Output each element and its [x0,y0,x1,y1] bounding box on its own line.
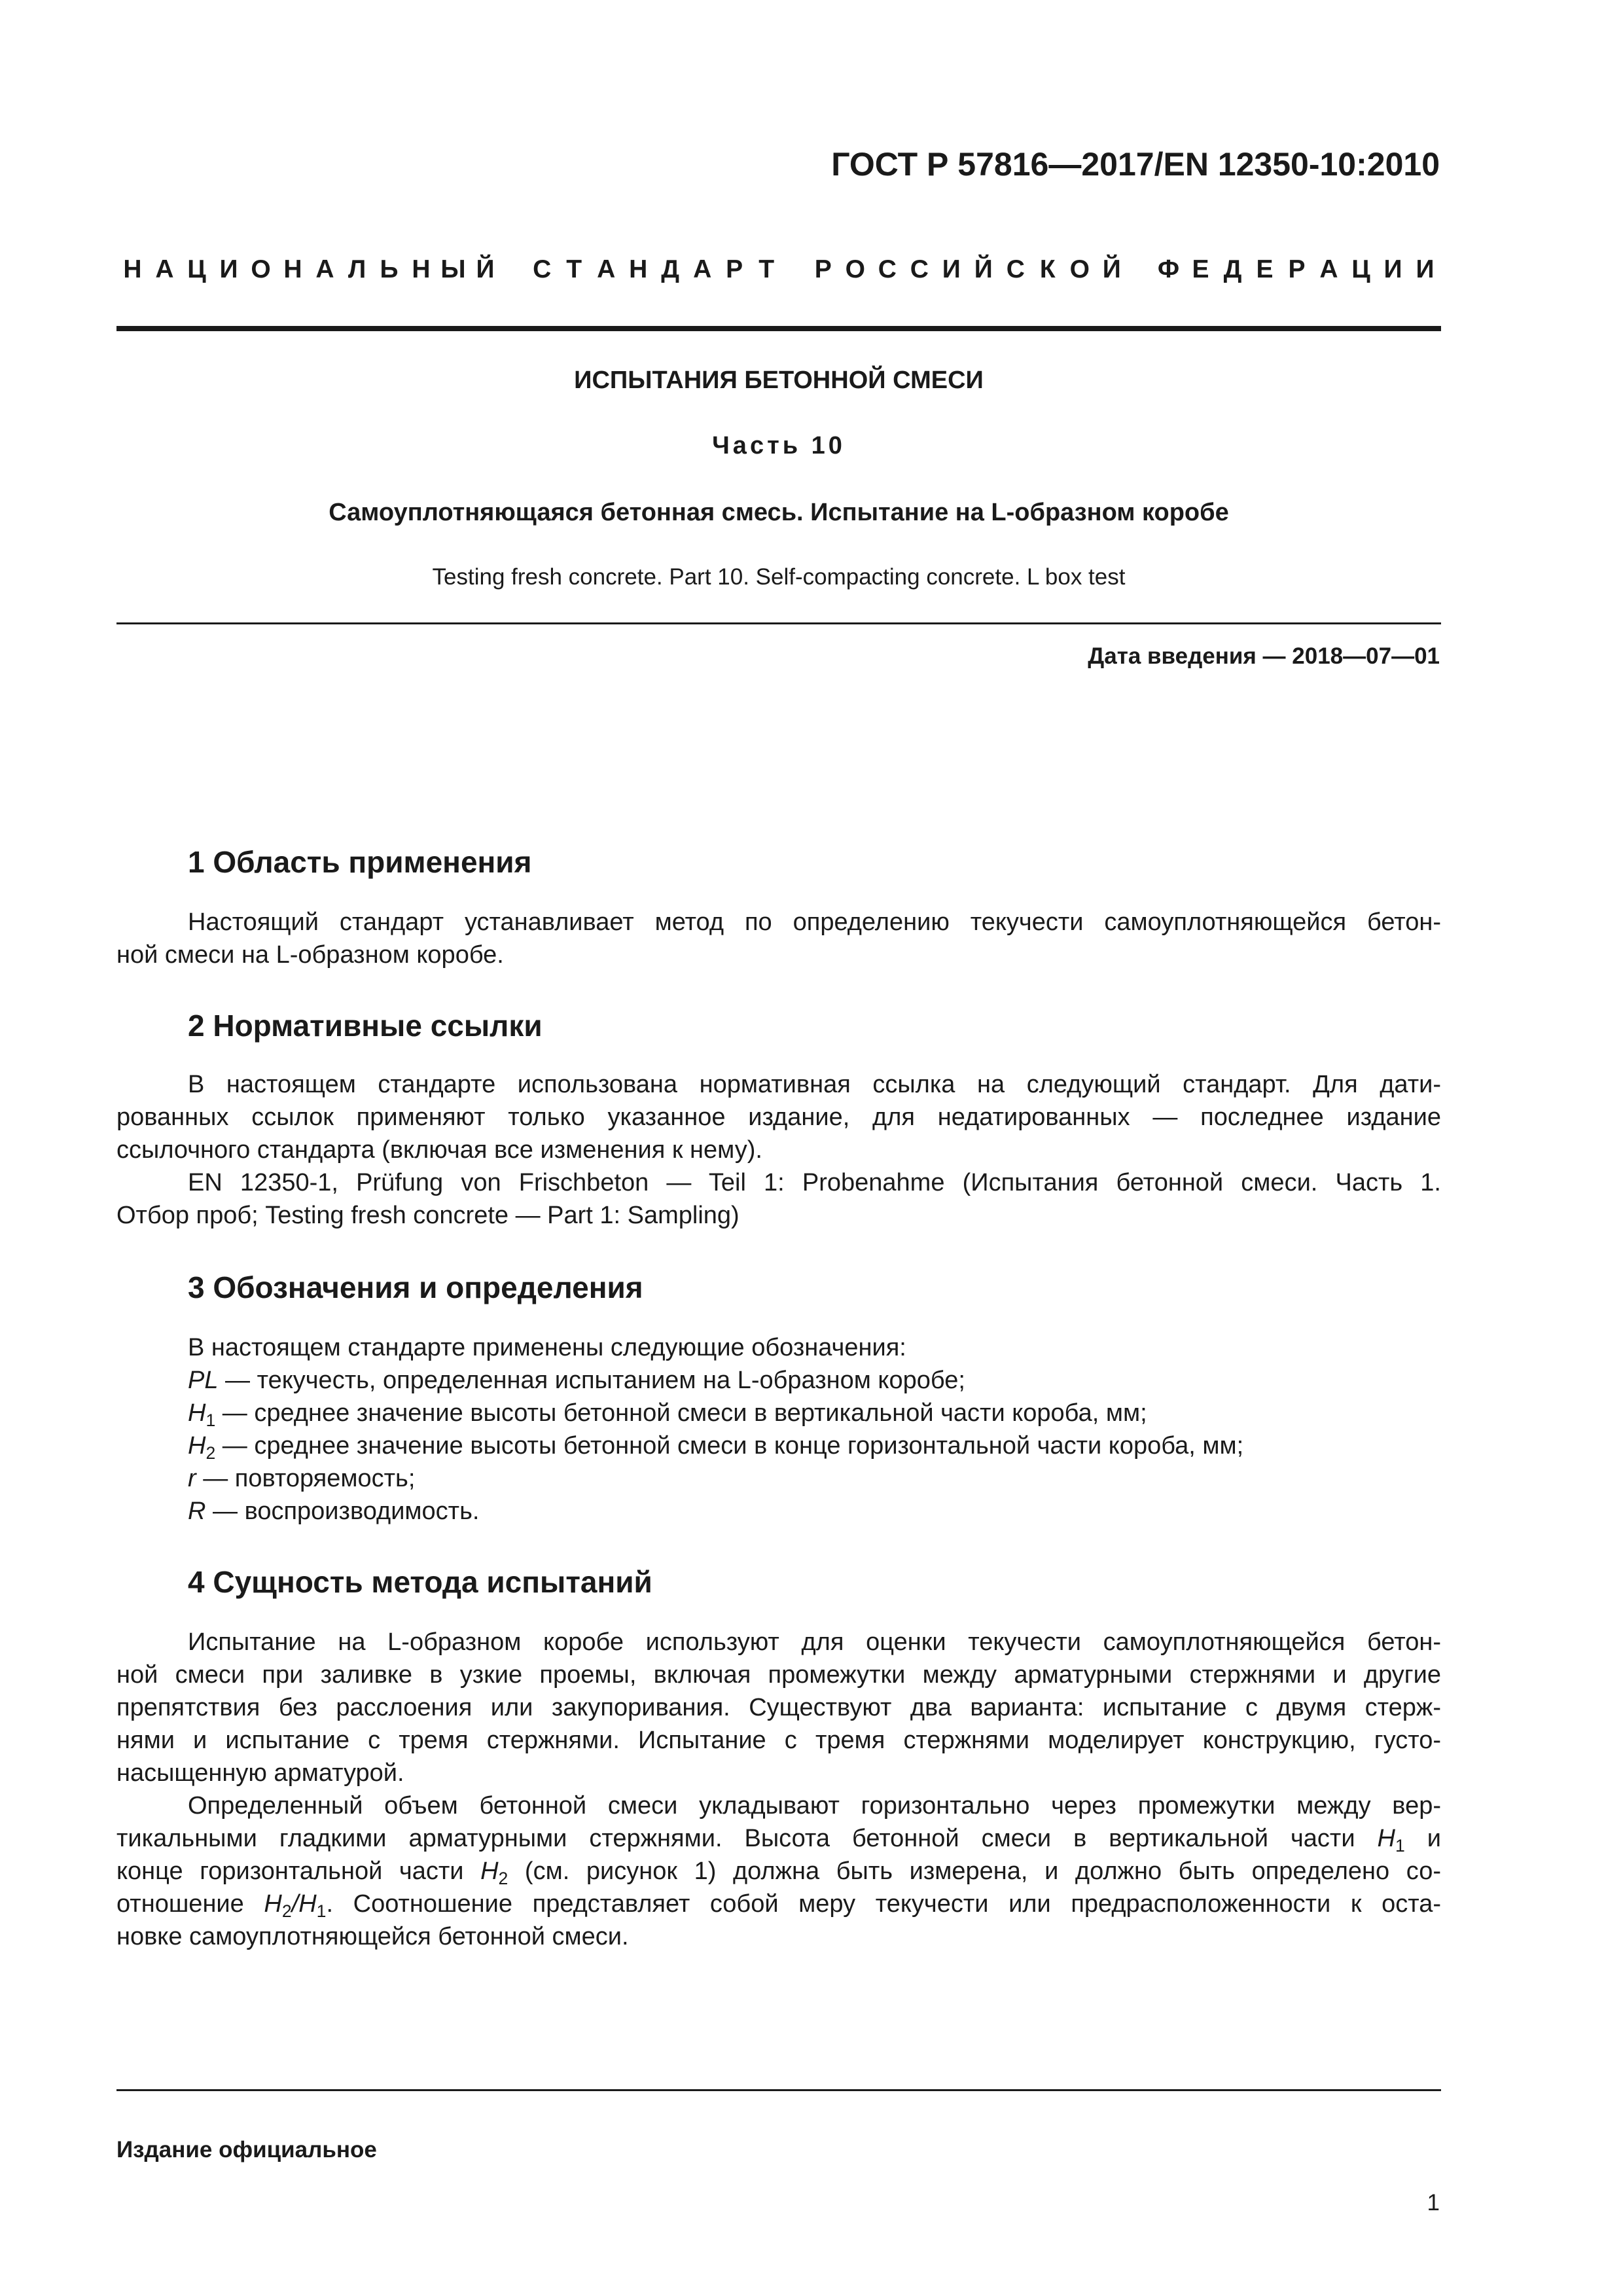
banner-word-4 [1152,255,1441,284]
text-span: (см. рисунок 1) должна быть измерена, и должно быть определено со- [508,1857,1441,1885]
text-span: . Соотношение представляет собой меру текучести или предрасположенности к оста- [326,1890,1441,1918]
text-span: насыщенную арматурой. [116,1759,404,1787]
title-part: Часть 10 [712,432,846,459]
introduction-date: Дата введения — 2018—07—01 [1088,643,1440,669]
text-span: и [1404,1825,1441,1852]
text-span: Испытание на L-образном коробе используют для оценки текучести самоуплотняющейся бетон- [188,1628,1441,1656]
text-span: В настоящем стандарте использована нормативная ссылка на следующий стандарт. Для дати- [188,1071,1441,1098]
banner-letter: Й [974,255,993,283]
text-line [116,1659,1441,1691]
text-line [116,939,1441,971]
text-span: рованных ссылок применяют только указанное издание, для недатированных — последнее издание [116,1103,1441,1131]
definition-text: — текучесть, определенная испытанием на L-образном коробе; [218,1367,965,1394]
symbol-h: H [1377,1825,1395,1852]
symbol-h: H [298,1890,317,1918]
definition-subscript: 1 [205,1410,216,1430]
text-span: Определенный объем бетонной смеси укладывают горизонтально через промежутки между вер- [188,1792,1441,1820]
text-span: Настоящий стандарт устанавливает метод по определению текучести самоуплотняющейся бетон- [188,908,1441,936]
definition-text: — повторяемость; [196,1465,416,1492]
definition-text: — воспроизводимость. [205,1498,480,1525]
subscript: 1 [316,1901,327,1921]
banner-letter: Ы [440,255,466,283]
text-line [116,1068,1441,1101]
banner-word-3 [807,255,1128,284]
banner-letter: Ц [1351,255,1370,283]
section-4-paragraph-2 [116,1789,1441,1953]
section-2-paragraph [116,1068,1441,1232]
definition-symbol: R [188,1498,206,1525]
text-line [116,1855,1441,1888]
text-line [116,1199,1441,1232]
definition-symbol: PL [188,1367,219,1394]
banner-letter: А [597,255,616,283]
banner-letter: Ь [380,255,399,283]
banner-letter: Н [412,255,431,283]
banner-word-1 [116,255,501,284]
banner-letter: О [1069,255,1090,283]
banner-letter: Й [1102,255,1121,283]
text-line [116,1789,1441,1822]
standard-designation: ГОСТ Р 57816—2017/EN 12350-10:2010 [831,146,1440,183]
banner-letter: Ц [187,255,206,283]
section-4-heading: 4 Сущность метода испытаний [188,1565,652,1599]
banner-letter: Н [629,255,648,283]
text-span: отношение [116,1890,264,1918]
text-line [116,1166,1441,1199]
header-rule [116,326,1441,331]
definitions-list [188,1364,1243,1528]
definition-symbol: H [188,1432,206,1460]
text-span: EN 12350-1, Prüfung von Frischbeton — Teil 1: Probenahme (Испытания бетонной смеси. Часть 1. [188,1169,1441,1196]
text-span: конце горизонтальной части [116,1857,481,1885]
banner-letter: Р [1288,255,1306,283]
definition-text: — среднее значение высоты бетонной смеси в конце горизонтальной части короба, мм; [215,1432,1244,1460]
banner-letter: Н [283,255,302,283]
text-span: ссылочного стандарта (включая все изменения к нему). [116,1136,762,1164]
definition-item [188,1429,1243,1462]
banner-letter: И [942,255,961,283]
national-standard-banner [116,255,1441,284]
text-line [116,1724,1441,1757]
text-line [116,1888,1441,1920]
section-2-heading: 2 Нормативные ссылки [188,1009,543,1043]
banner-letter: Е [1256,255,1274,283]
text-line [116,1691,1441,1724]
banner-letter: О [251,255,271,283]
text-span: препятствия без расслоения или закупоривания. Существуют два варианта: испытание с двумя стерж- [116,1694,1441,1721]
banner-letter: А [693,255,712,283]
banner-letter: А [155,255,174,283]
banner-letter: С [533,255,552,283]
text-span: Отбор проб; Testing fresh concrete — Part 1: Sampling) [116,1202,740,1229]
banner-letter: С [1006,255,1025,283]
title-english: Testing fresh concrete. Part 10. Self-compacting concrete. L box test [432,564,1126,590]
text-line [116,1626,1441,1659]
banner-letter: Н [123,255,142,283]
text-span: ной смеси на L-образном коробе. [116,941,504,969]
section-3-intro: В настоящем стандарте применены следующие обозначения: [188,1334,906,1361]
definition-symbol: r [188,1465,196,1492]
title-main: ИСПЫТАНИЯ БЕТОННОЙ СМЕСИ [574,367,984,394]
symbol-h: H [264,1890,282,1918]
banner-letter: А [1319,255,1338,283]
banner-letter: Д [1223,255,1242,283]
section-1-heading: 1 Область применения [188,845,532,879]
symbol-h: H [480,1857,499,1885]
definition-item [188,1397,1243,1429]
banner-letter: С [878,255,897,283]
subscript: 2 [281,1901,292,1921]
definition-symbol: H [188,1399,206,1427]
official-edition-label: Издание официальное [116,2137,377,2162]
banner-word-2 [526,255,783,284]
banner-letter: О [845,255,865,283]
banner-letter: Р [814,255,832,283]
banner-letter: Ф [1157,255,1180,283]
section-1-paragraph [116,906,1441,971]
banner-letter: Е [1192,255,1209,283]
banner-letter: Й [476,255,495,283]
page-number: 1 [1427,2190,1440,2215]
section-4-paragraph-1 [116,1626,1441,1789]
banner-letter: А [315,255,334,283]
definition-item [188,1462,1243,1495]
banner-letter: Л [348,255,366,283]
banner-letter: И [1383,255,1402,283]
text-span: новке самоуплотняющейся бетонной смеси. [116,1923,629,1950]
subscript: 2 [498,1868,508,1888]
footer-rule [116,2089,1441,2091]
banner-letter: С [910,255,929,283]
slash: / [291,1890,299,1918]
definition-subscript: 2 [205,1443,216,1463]
title-subtitle: Самоуплотняющаяся бетонная смесь. Испытание на L-образном коробе [329,499,1229,526]
text-span: ной смеси при заливке в узкие проемы, включая промежутки между арматурными стержнями и другие [116,1661,1441,1689]
text-span: тикальными гладкими арматурными стержнями. Высота бетонной смеси в вертикальной части [116,1825,1378,1852]
text-line [116,1920,1441,1953]
text-line [116,1134,1441,1166]
banner-letter: Р [726,255,743,283]
section-3-heading: 3 Обозначения и определения [188,1270,643,1304]
definition-item [188,1495,1243,1528]
banner-letter: Т [758,255,775,283]
title-rule [116,622,1441,624]
banner-letter: Д [661,255,680,283]
banner-letter: И [1416,255,1435,283]
text-line [116,906,1441,939]
subscript: 1 [1395,1835,1405,1856]
banner-letter: Т [566,255,582,283]
definition-item [188,1364,1243,1397]
banner-letter: К [1039,255,1056,283]
text-line [116,1757,1441,1789]
text-span: нями и испытание с тремя стержнями. Испытание с тремя стержнями моделирует конструкцию, густо- [116,1727,1441,1754]
definition-text: — среднее значение высоты бетонной смеси в вертикальной части короба, мм; [215,1399,1147,1427]
banner-letter: И [219,255,238,283]
text-line [116,1822,1441,1855]
text-line [116,1101,1441,1134]
